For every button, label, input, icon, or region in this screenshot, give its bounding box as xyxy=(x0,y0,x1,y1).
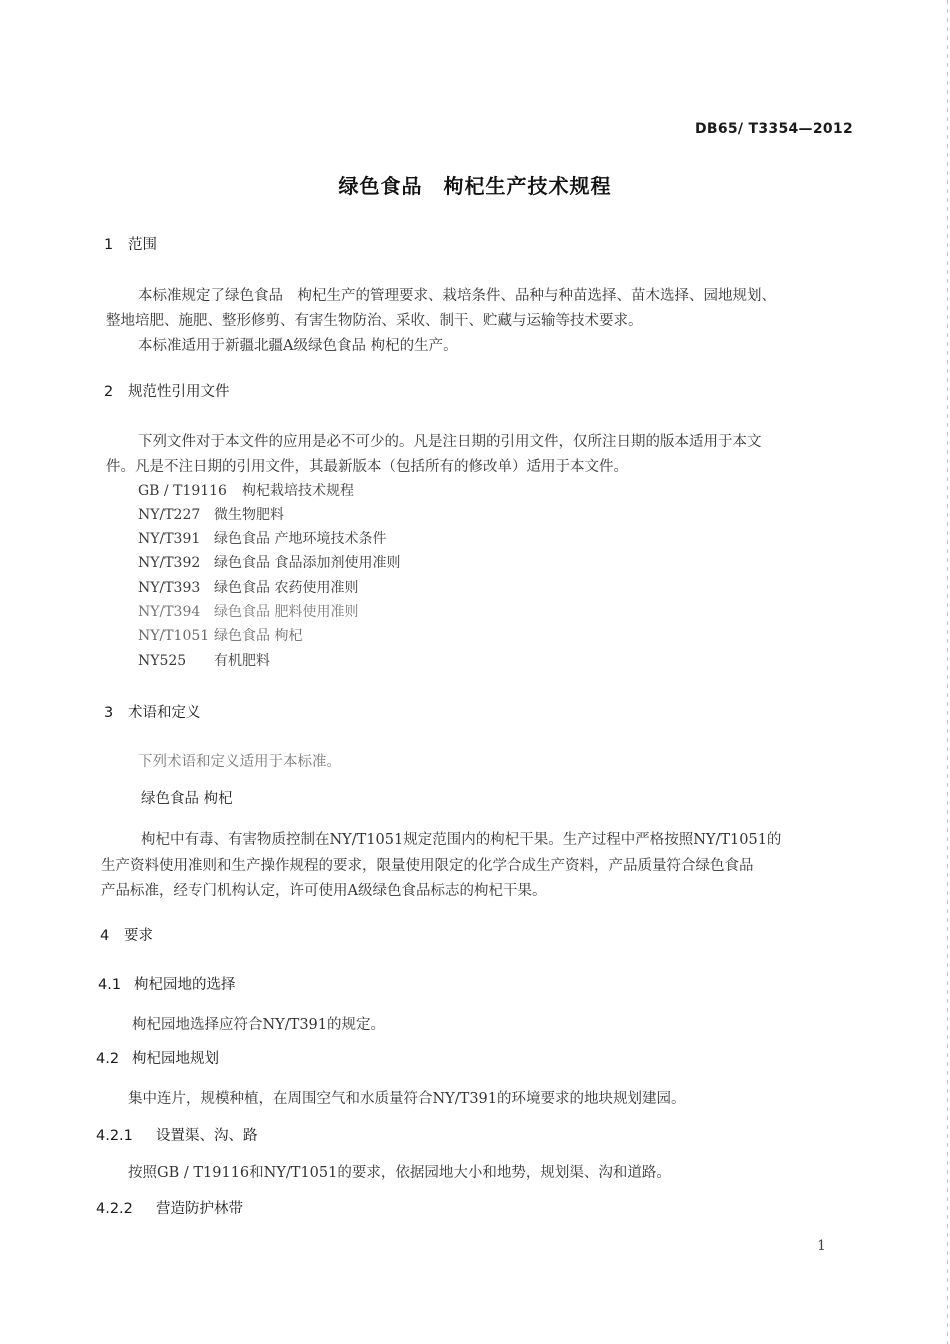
section-number: 4 xyxy=(100,928,110,944)
reference-code: NY/T392 xyxy=(138,555,201,571)
paragraph-line: 枸杞园地选择应符合NY/T391的规定。 xyxy=(132,1017,385,1033)
subsection-number: 4.2.2 xyxy=(96,1201,133,1217)
reference-name: 绿色食品 枸杞 xyxy=(214,628,303,644)
subsection-title: 枸杞园地规划 xyxy=(132,1051,219,1067)
section-4-heading xyxy=(100,924,153,945)
subsection-number: 4.2 xyxy=(96,1051,120,1067)
section-1-heading xyxy=(104,233,157,254)
paragraph-line: 枸杞中有毒、有害物质控制在NY/T1051规定范围内的枸杞干果。生产过程中严格按照NY/T1051的 xyxy=(141,832,782,848)
subsection-number: 4.2.1 xyxy=(96,1128,133,1144)
term-heading: 绿色食品 枸杞 xyxy=(141,791,233,807)
reference-code: GB / T19116 xyxy=(138,483,227,499)
reference-item xyxy=(138,504,284,524)
reference-name: 绿色食品 食品添加剂使用准则 xyxy=(214,555,401,571)
reference-code: NY/T393 xyxy=(138,580,201,596)
section-title: 要求 xyxy=(124,928,153,944)
subsection-title: 营造防护林带 xyxy=(156,1201,243,1217)
paragraph-line: 产品标准，经专门机构认定，许可使用A级绿色食品标志的枸杞干果。 xyxy=(101,883,547,899)
section-3-heading xyxy=(104,701,201,722)
scan-edge-divider xyxy=(947,0,948,1344)
subsection-title: 枸杞园地的选择 xyxy=(134,977,236,993)
subsection-4-2-2-heading xyxy=(96,1197,243,1218)
section-title: 术语和定义 xyxy=(128,705,201,721)
paragraph-line: 按照GB / T19116和NY/T1051的要求，依据园地大小和地势，规划渠、沟和道路。 xyxy=(128,1165,671,1181)
page-number: 1 xyxy=(817,1238,826,1254)
reference-code: NY/T394 xyxy=(138,604,201,620)
subsection-number: 4.1 xyxy=(98,977,122,993)
section-number: 3 xyxy=(104,705,114,721)
subsection-4-2-1-heading xyxy=(96,1124,258,1145)
reference-item xyxy=(138,650,270,670)
paragraph-line: 下列文件对于本文件的应用是必不可少的。凡是注日期的引用文件，仅所注日期的版本适用于本文 xyxy=(138,434,762,450)
reference-code: NY/T227 xyxy=(138,507,201,523)
paragraph-line: 生产资料使用准则和生产操作规程的要求，限量使用限定的化学合成生产资料，产品质量符合绿色食品 xyxy=(101,858,754,874)
subsection-4-1-heading xyxy=(98,973,236,994)
reference-code: NY/T1051 xyxy=(138,628,210,644)
paragraph-line: 件。凡是不注日期的引用文件，其最新版本（包括所有的修改单）适用于本文件。 xyxy=(106,459,628,475)
paragraph-line: 本标准规定了绿色食品 枸杞生产的管理要求、栽培条件、品种与种苗选择、苗木选择、园地规划、 xyxy=(138,288,776,304)
reference-item xyxy=(138,577,358,597)
section-number: 1 xyxy=(104,237,114,253)
reference-name: 枸杞栽培技术规程 xyxy=(242,483,354,499)
reference-name: 绿色食品 肥料使用准则 xyxy=(214,604,359,620)
document-number: DB65/ T3354—2012 xyxy=(694,121,853,137)
reference-item xyxy=(138,552,400,572)
reference-name: 微生物肥料 xyxy=(214,507,284,523)
reference-name: 绿色食品 产地环境技术条件 xyxy=(214,531,387,547)
subsection-4-2-heading xyxy=(96,1047,219,1068)
reference-item xyxy=(138,625,302,645)
reference-item xyxy=(138,480,354,500)
reference-name: 有机肥料 xyxy=(214,653,270,669)
paragraph-line: 集中连片，规模种植，在周围空气和水质量符合NY/T391的环境要求的地块规划建园。 xyxy=(128,1091,686,1107)
section-2-heading xyxy=(104,380,230,401)
paragraph-line: 本标准适用于新疆北疆A级绿色食品 枸杞的生产。 xyxy=(138,338,458,354)
reference-item xyxy=(138,601,358,621)
section-title: 规范性引用文件 xyxy=(128,384,230,400)
reference-code: NY525 xyxy=(138,653,187,669)
paragraph-line: 整地培肥、施肥、整形修剪、有害生物防治、采收、制干、贮藏与运输等技术要求。 xyxy=(106,313,643,329)
reference-name: 绿色食品 农药使用准则 xyxy=(214,580,359,596)
reference-item xyxy=(138,528,386,548)
section-title: 范围 xyxy=(128,237,157,253)
section-number: 2 xyxy=(104,384,114,400)
subsection-title: 设置渠、沟、路 xyxy=(156,1128,258,1144)
page-title: 绿色食品 枸杞生产技术规程 xyxy=(338,174,612,198)
reference-code: NY/T391 xyxy=(138,531,201,547)
paragraph-line: 下列术语和定义适用于本标准。 xyxy=(138,754,341,770)
